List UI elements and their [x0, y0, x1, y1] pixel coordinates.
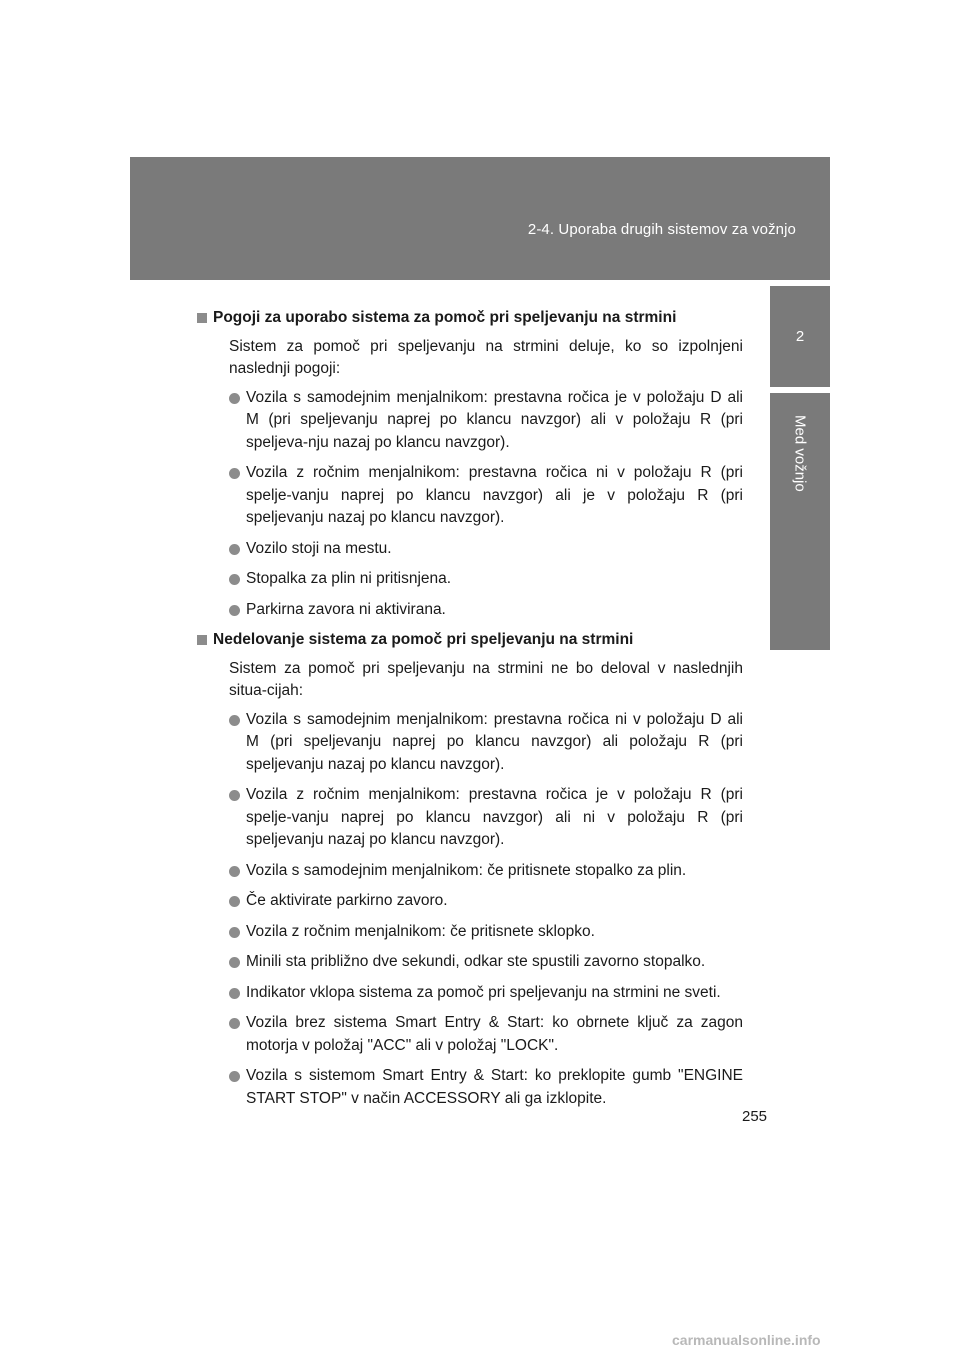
round-bullet-icon	[229, 544, 240, 555]
list-item: Vozila z ročnim menjalnikom: prestavna ročica ni v položaju R (pri spelje-vanju naprej po klancu navzgor) ali je v položaju R (pri speljevanju nazaj po klancu navzgor).	[213, 462, 743, 530]
list-item: Vozila z ročnim menjalnikom: če pritisnete sklopko.	[213, 921, 743, 944]
condition-list	[213, 387, 743, 622]
round-bullet-icon	[229, 790, 240, 801]
list-item: Vozila z ročnim menjalnikom: prestavna ročica je v položaju R (pri spelje-vanju naprej po klancu navzgor) ali ni v položaju R (pri speljevanju nazaj po klancu navzgor).	[213, 784, 743, 852]
round-bullet-icon	[229, 1071, 240, 1082]
round-bullet-icon	[229, 605, 240, 616]
list-item: Vozila s samodejnim menjalnikom: prestavna ročica ni v položaju D ali M (pri speljevanju naprej po klancu navzgor) ali položaju R (pri speljevanju nazaj po klancu navzgor).	[213, 709, 743, 777]
page-number: 255	[742, 1108, 768, 1125]
round-bullet-icon	[229, 1018, 240, 1029]
list-item: Vozila s samodejnim menjalnikom: če pritisnete stopalko za plin.	[213, 860, 743, 883]
round-bullet-icon	[229, 715, 240, 726]
round-bullet-icon	[229, 988, 240, 999]
round-bullet-icon	[229, 896, 240, 907]
round-bullet-icon	[229, 866, 240, 877]
list-item: Indikator vklopa sistema za pomoč pri speljevanju na strmini ne sveti.	[213, 982, 743, 1005]
section-intro: Sistem za pomoč pri speljevanju na strmini ne bo deloval v naslednjih situa-cijah:	[229, 659, 743, 699]
header-band	[130, 157, 830, 280]
square-bullet-icon	[197, 635, 207, 645]
square-bullet-icon	[197, 313, 207, 323]
list-item: Vozila brez sistema Smart Entry & Start: ko obrnete ključ za zagon motorja v položaj "ACC" ali v položaj "LOCK".	[213, 1012, 743, 1057]
list-item: Vozilo stoji na mestu.	[213, 538, 743, 561]
list-item: Vozila s samodejnim menjalnikom: prestavna ročica je v položaju D ali M (pri speljevanju naprej po klancu navzgor) ali v položaju R (pri speljeva-nju nazaj po klancu navzgor).	[213, 387, 743, 455]
list-item: Če aktivirate parkirno zavoro.	[213, 890, 743, 913]
chapter-number: 2	[795, 328, 805, 345]
section-title: 2-4. Uporaba drugih sistemov za vožnjo	[527, 221, 796, 238]
round-bullet-icon	[229, 393, 240, 404]
condition-list	[213, 709, 743, 1111]
section-heading-text: Pogoji za uporabo sistema za pomoč pri speljevanju na strmini	[213, 309, 677, 326]
round-bullet-icon	[229, 927, 240, 938]
section-intro: Sistem za pomoč pri speljevanju na strmini deluje, ko so izpolnjeni naslednji pogoji:	[229, 337, 743, 377]
chapter-tab	[770, 280, 830, 650]
list-item: Vozila s sistemom Smart Entry & Start: ko preklopite gumb "ENGINE START STOP" v način ACCESSORY ali ga izklopite.	[213, 1065, 743, 1110]
round-bullet-icon	[229, 468, 240, 479]
section-heading	[197, 307, 743, 330]
section-heading	[197, 629, 743, 652]
round-bullet-icon	[229, 574, 240, 585]
list-item: Minili sta približno dve sekundi, odkar ste spustili zavorno stopalko.	[213, 951, 743, 974]
round-bullet-icon	[229, 957, 240, 968]
page-content	[213, 307, 743, 1118]
list-item: Parkirna zavora ni aktivirana.	[213, 599, 743, 622]
list-item: Stopalka za plin ni pritisnjena.	[213, 568, 743, 591]
section-heading-text: Nedelovanje sistema za pomoč pri speljevanju na strmini	[213, 631, 634, 648]
chapter-label: Med vožnjo	[791, 415, 809, 492]
watermark[interactable]: carmanualsonline.info	[672, 1332, 821, 1348]
